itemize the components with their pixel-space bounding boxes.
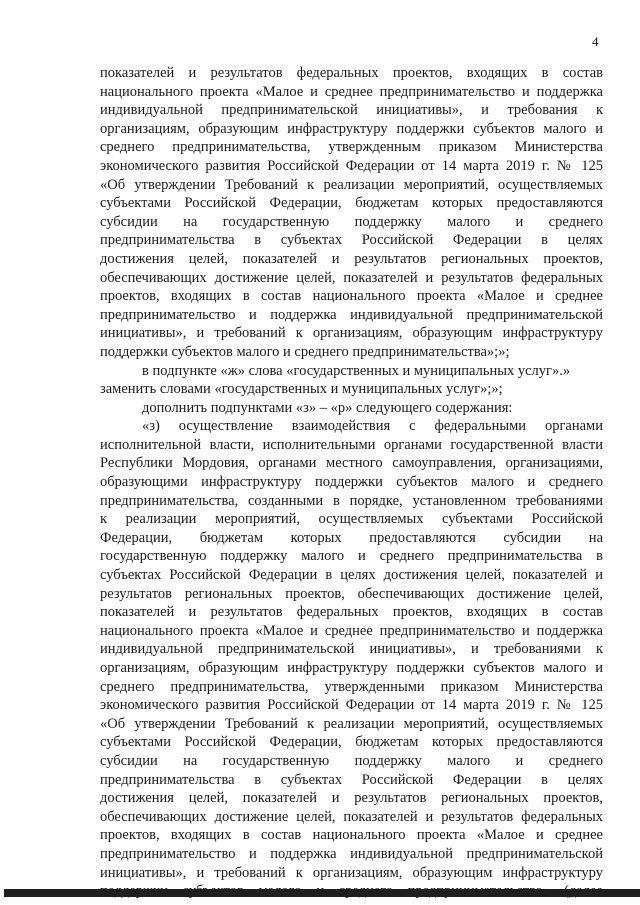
text-line: «з) осуществление взаимодействия с федеральными органами bbox=[142, 418, 603, 435]
text-line: обеспечивающих достижение целей, показателей и результатов федеральных bbox=[100, 808, 603, 825]
text-line: проектов, входящих в состав национального проекта «Малое и среднее bbox=[100, 827, 603, 844]
text-line: показателей и результатов федеральных проектов, входящих в состав bbox=[100, 604, 603, 621]
text-line: инициативы», и требований к организациям, образующим инфраструктуру bbox=[100, 325, 603, 342]
text-line: субъектами Российской Федерации, бюджетам которых предоставляются bbox=[100, 734, 603, 751]
text-line: образующими инфраструктуру поддержки субъектов малого и среднего bbox=[100, 474, 603, 491]
text-line: предпринимательства в субъектах Российской Федерации в целях bbox=[100, 771, 603, 788]
text-line: предпринимательство и поддержка индивидуальной предпринимательской bbox=[100, 845, 603, 862]
text-line: экономического развития Российской Федерации от 14 марта 2019 г. № 125 bbox=[100, 697, 603, 714]
text-line: национального проекта «Малое и среднее предпринимательство и поддержка bbox=[100, 83, 603, 100]
text-line: индивидуальной предпринимательской инициативы», и требования к bbox=[100, 102, 603, 119]
text-line: среднего предпринимательства, утвержденным приказом Министерства bbox=[100, 139, 603, 156]
text-line: проектов, входящих в состав национального проекта «Малое и среднее bbox=[100, 288, 603, 305]
text-line: обеспечивающих достижение целей, показателей и результатов федеральных bbox=[100, 269, 603, 286]
text-line: достижения целей, показателей и результатов региональных проектов, bbox=[100, 790, 603, 807]
text-line: достижения целей, показателей и результатов региональных проектов, bbox=[100, 250, 603, 267]
text-line: в подпункте «ж» слова «государственных и муниципальных услуг».» bbox=[142, 362, 571, 379]
text-line: экономического развития Российской Федерации от 14 марта 2019 г. № 125 bbox=[100, 157, 603, 174]
text-line: индивидуальной предпринимательской инициативы», и требованиями к bbox=[100, 641, 603, 658]
text-line: Федерации, бюджетам которых предоставляются субсидии на bbox=[100, 529, 603, 546]
text-line: субъектах Российской Федерации в целях достижения целей, показателей и bbox=[100, 567, 603, 584]
text-line: поддержки субъектов малого и среднего предпринимательства»;»; bbox=[100, 343, 510, 360]
text-line: Республики Мордовия, органами местного самоуправления, организациями, bbox=[100, 455, 603, 472]
text-line: государственную поддержку малого и среднего предпринимательства в bbox=[100, 548, 603, 565]
scan-bottom-border bbox=[4, 889, 640, 897]
text-line: предпринимательство и поддержка индивидуальной предпринимательской bbox=[100, 306, 603, 323]
text-line: дополнить подпунктами «з» – «р» следующего содержания: bbox=[142, 399, 513, 416]
text-line: «Об утверждении Требований к реализации мероприятий, осуществляемых bbox=[100, 715, 603, 732]
text-line: показателей и результатов федеральных проектов, входящих в состав bbox=[100, 65, 603, 81]
text-line: субсидии на государственную поддержку малого и среднего bbox=[100, 752, 603, 769]
text-line: организациям, образующим инфраструктуру поддержки субъектов малого и bbox=[100, 120, 603, 137]
text-line: результатов региональных проектов, обеспечивающих достижение целей, bbox=[100, 585, 603, 602]
text-line: «Об утверждении Требований к реализации мероприятий, осуществляемых bbox=[100, 176, 603, 193]
text-line: предпринимательства, созданными в порядке, установленном требованиями bbox=[100, 492, 603, 509]
text-line: предпринимательства в субъектах Российской Федерации в целях bbox=[100, 232, 603, 249]
text-line: заменить словами «государственных и муниципальных услуг»;»; bbox=[100, 381, 503, 398]
body-text bbox=[100, 64, 603, 901]
text-line: инициативы», и требований к организациям, образующим инфраструктуру bbox=[100, 864, 603, 881]
text-line: исполнительной власти, исполнительными органами государственной власти bbox=[100, 436, 603, 453]
text-line: национального проекта «Малое и среднее предпринимательство и поддержка bbox=[100, 622, 603, 639]
text-line: организациям, образующим инфраструктуру поддержки субъектов малого и bbox=[100, 660, 603, 676]
text-line: среднего предпринимательства, утвержденными приказом Министерства bbox=[100, 678, 603, 695]
text-line: субсидии на государственную поддержку малого и среднего bbox=[100, 213, 603, 230]
text-line: к реализации мероприятий, осуществляемых субъектами Российской bbox=[100, 511, 603, 528]
text-line: субъектами Российской Федерации, бюджетам которых предоставляются bbox=[100, 195, 603, 212]
page-number: 4 bbox=[592, 34, 599, 49]
